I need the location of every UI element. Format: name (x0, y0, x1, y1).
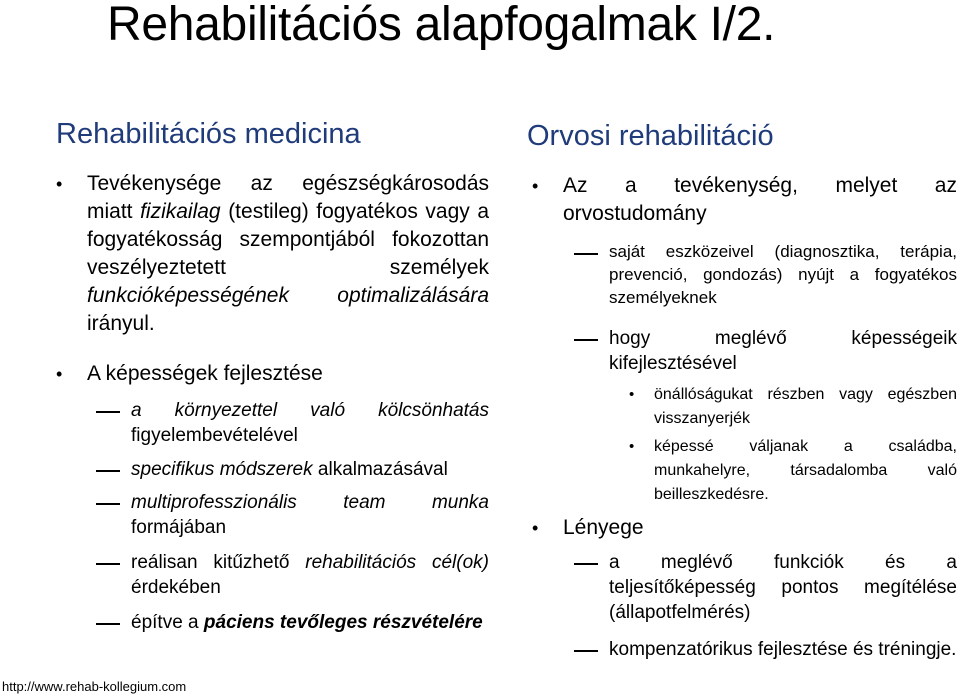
right-sub-item-3: a meglévő funkciók és a teljesítőképesség pontos megítélése (állapotfelmérés) (609, 552, 957, 623)
italic-run: fizikailag (140, 200, 221, 223)
text-run: építve a (131, 612, 204, 633)
text-run: érdekében (131, 577, 221, 598)
right-sub-sub-item-1: • önállóságukat részben vagy egészben visszanyerjék (654, 383, 957, 431)
text-run: formájában (131, 517, 227, 538)
italic-run: specifikus módszerek (131, 459, 313, 480)
right-sub-item-1: saját eszközeivel (diagnosztika, terápia, prevenció, gondozás) nyújt a fogyatékos személyeknek (609, 242, 957, 307)
italic-run: multiprofesszionális team munka (131, 492, 489, 513)
text-run: (testileg) fogyatékos vagy a fogyatékosság szempontjából fokozottan veszélyeztetett személyek (87, 200, 490, 279)
right-sub-item-2: hogy meglévő képességeik kifejlesztésével (609, 328, 957, 374)
text-run: figyelembevételével (131, 425, 298, 446)
footer-url: http://www.rehab-kollegium.com (2, 679, 187, 694)
right-sub-sub-item-2: • képessé váljanak a családba, munkahelyre, társadalomba való beilleszkedésre. (654, 435, 957, 507)
right-sub-item-4: kompenzatórikus fejlesztése és tréningje. (609, 639, 957, 660)
italic-run: funkcióképességének optimalizálására (87, 284, 489, 307)
left-bullet-1 (87, 170, 489, 338)
italic-run: a környezettel való kölcsönhatás (131, 400, 489, 421)
text-run: alkalmazásával (312, 459, 448, 480)
left-heading: Rehabilitációs medicina (56, 118, 361, 150)
text-run: reálisan kitűzhető (131, 552, 306, 573)
left-sub-item-3 (131, 490, 489, 540)
right-heading: Orvosi rehabilitáció (527, 120, 774, 152)
right-bullet-2: • Lényege (563, 514, 957, 542)
bold-italic-run: páciens tevőleges részvételére (203, 612, 483, 633)
right-bullet-1: • Az a tevékenység, melyet az orvostudomány (563, 172, 957, 228)
left-sub-item-1 (131, 398, 489, 448)
left-bullet-2: • A képességek fejlesztése (87, 360, 489, 388)
left-sub-item-2 (131, 457, 489, 482)
text-run: Tevékenysége az egészségkárosodás miatt (87, 172, 489, 223)
slide-title: Rehabilitációs alapfogalmak I/2. (107, 0, 776, 51)
left-sub-item-5 (131, 610, 489, 635)
text-run: irányul. (87, 312, 155, 335)
left-sub-item-4 (131, 550, 489, 600)
italic-run: rehabilitációs cél(ok) (305, 552, 489, 573)
